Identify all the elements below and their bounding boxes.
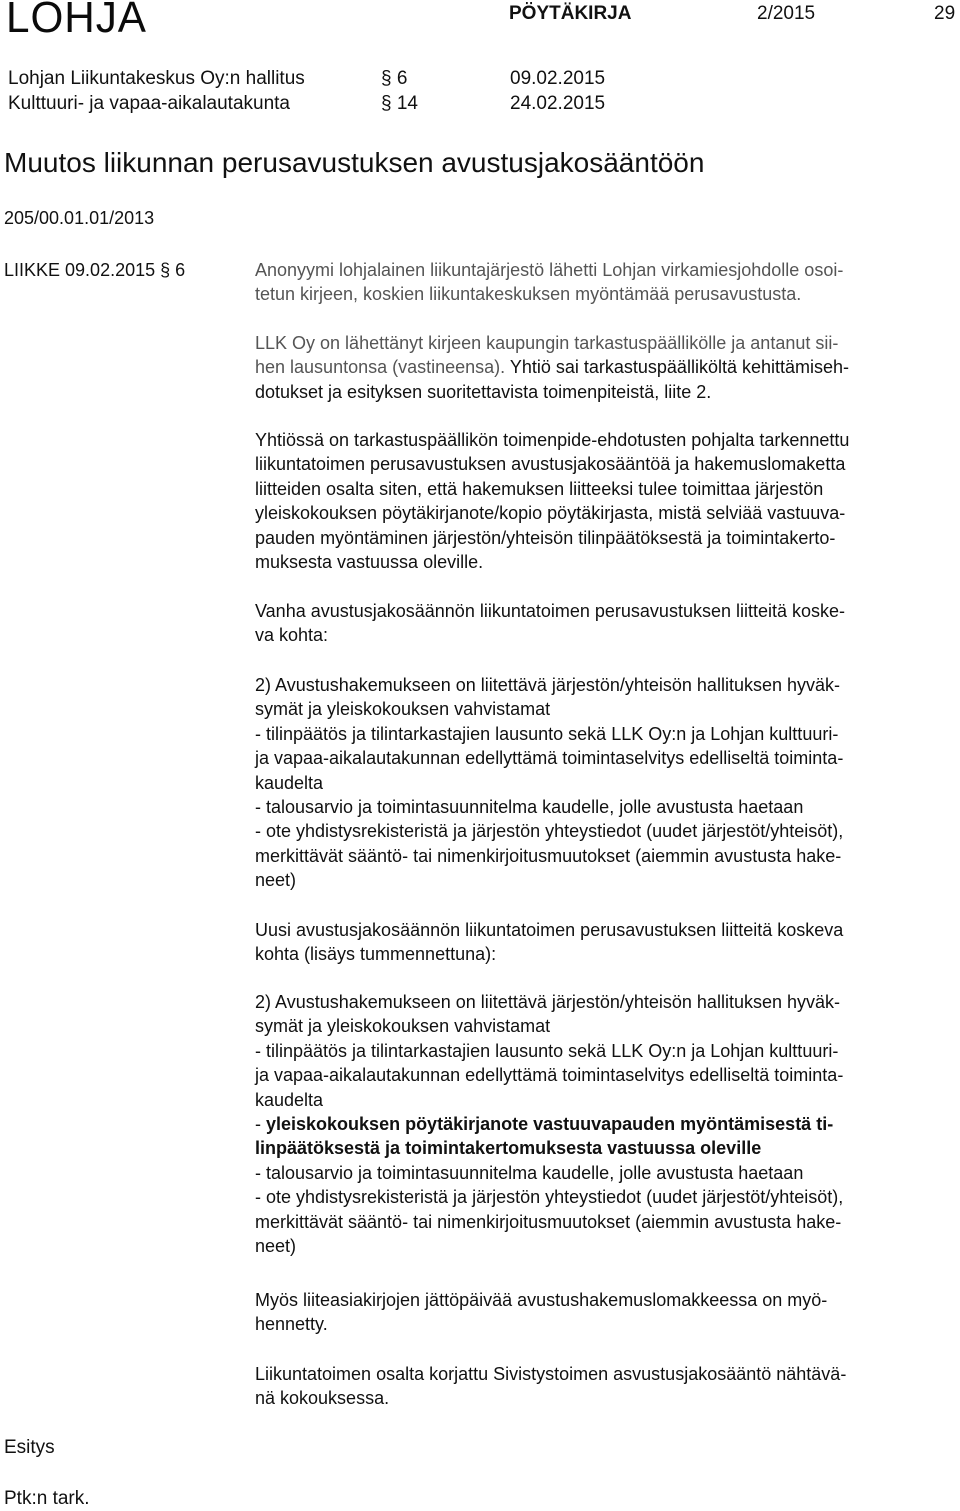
text-line: kaudelta (255, 772, 324, 793)
paragraph-1 (255, 258, 960, 307)
text-line: hen lausuntonsa (vastineensa). (255, 357, 506, 378)
text-line: hennetty. (255, 1314, 328, 1335)
paragraph-4 (255, 599, 960, 648)
text-line: Uusi avustusjakosäännön liikuntatoimen perusavustuksen liitteitä koskeva (255, 920, 844, 940)
bold-addition: linpäätöksestä ja toimintakertomuksesta vastuussa oleville (255, 1138, 762, 1159)
text-line: Yhtiössä on tarkastuspäällikön toimenpide-ehdotusten pohjalta tarkennettu (255, 430, 850, 450)
liikke-reference: LIIKKE 09.02.2015 § 6 (4, 260, 186, 280)
meeting-body: Kulttuuri- ja vapaa-aikalautakunta (8, 93, 291, 114)
matter-title: Muutos liikunnan perusavustuksen avustusjakosääntöön (4, 147, 705, 178)
text-line: - talousarvio ja toimintasuunnitelma kaudelle, jolle avustusta haetaan (255, 797, 804, 818)
case-code: 205/00.01.01/2013 (4, 208, 155, 228)
esitys-label: Esitys (4, 1437, 55, 1458)
page-number: 29 (934, 3, 956, 24)
text-line: tetun kirjeen, koskien liikuntakeskuksen myöntämää perusavustusta. (255, 284, 802, 305)
text-line: pauden myöntäminen järjestön/yhteisön tilinpäätöksestä ja toimintakerto- (255, 527, 836, 548)
text-line: nä kokouksessa. (255, 1388, 390, 1409)
text-line: ja vapaa-aikalautakunnan edellyttämä toimintaselvitys edelliseltä toiminta- (255, 748, 844, 769)
paragraph-7 (255, 990, 960, 1258)
text-line: va kohta: (255, 625, 329, 646)
paragraph-2 (255, 331, 960, 404)
organization-logo: LOHJA (6, 0, 147, 42)
paragraph-6 (255, 918, 960, 967)
text-line: LLK Oy on lähettänyt kirjeen kaupungin tarkastuspäällikölle ja antanut sii- (255, 333, 839, 353)
text-line: merkittävät sääntö- tai nimenkirjoitusmuutokset (aiemmin avustusta hake- (255, 1211, 842, 1232)
text-line: - ote yhdistysrekisteristä ja järjestön yhteystiedot (uudet järjestöt/yhteisöt), (255, 1187, 844, 1208)
meeting-date: 24.02.2015 (510, 93, 606, 114)
text-line: symät ja yleiskokouksen vahvistamat (255, 699, 551, 720)
document-number: 2/2015 (757, 3, 816, 24)
text-line: Yhtiö sai tarkastuspäälliköltä kehittämiseh- (505, 357, 850, 378)
meeting-date: 09.02.2015 (510, 68, 606, 89)
text-line: kohta (lisäys tummennettuna): (255, 944, 497, 965)
paragraph-5 (255, 673, 960, 893)
text-line: neet) (255, 1236, 297, 1257)
text-line: - talousarvio ja toimintasuunnitelma kaudelle, jolle avustusta haetaan (255, 1162, 804, 1183)
text-line: 2) Avustushakemukseen on liitettävä järjestön/yhteisön hallituksen hyväk- (255, 675, 840, 695)
bold-addition: yleiskokouksen pöytäkirjanote vastuuvapauden myöntämisestä ti- (266, 1114, 834, 1135)
document-type: PÖYTÄKIRJA (509, 3, 632, 24)
text-line: muksesta vastuussa oleville. (255, 552, 484, 573)
text-line: Liikuntatoimen osalta korjattu Sivistystoimen asvustusjakosääntö nähtävä- (255, 1364, 847, 1384)
paragraph-8 (255, 1288, 960, 1337)
text-line: liitteiden osalta siten, että hakemuksen liitteeksi tulee toimittaa järjestön (255, 478, 824, 499)
text-line: yleiskokouksen pöytäkirjanote/kopio pöytäkirjasta, mistä selviää vastuuva- (255, 503, 846, 524)
text-line: - (255, 1114, 266, 1135)
text-line: dotukset ja esityksen suoritettavista toimenpiteistä, liite 2. (255, 381, 712, 402)
text-line: merkittävät sääntö- tai nimenkirjoitusmuutokset (aiemmin avustusta hake- (255, 845, 842, 866)
text-line: neet) (255, 870, 297, 891)
text-line: 2) Avustushakemukseen on liitettävä järjestön/yhteisön hallituksen hyväk- (255, 992, 840, 1012)
text-line: Anonyymi lohjalainen liikuntajärjestö lähetti Lohjan virkamiesjohdolle osoi- (255, 260, 844, 280)
text-line: - tilinpäätös ja tilintarkastajien lausunto sekä LLK Oy:n ja Lohjan kulttuuri- (255, 1040, 839, 1061)
meeting-section: § 6 (381, 68, 408, 89)
text-line: ja vapaa-aikalautakunnan edellyttämä toimintaselvitys edelliseltä toiminta- (255, 1065, 844, 1086)
paragraph-3 (255, 428, 960, 574)
text-line: Vanha avustusjakosäännön liikuntatoimen perusavustuksen liitteitä koske- (255, 601, 846, 621)
text-line: liikuntatoimen perusavustuksen avustusjakosääntöä ja hakemuslomaketta (255, 454, 846, 475)
text-line: Myös liiteasiakirjojen jättöpäivää avustushakemuslomakkeessa on myö- (255, 1290, 828, 1310)
meeting-section: § 14 (381, 93, 418, 114)
text-line: symät ja yleiskokouksen vahvistamat (255, 1016, 551, 1037)
paragraph-9 (255, 1362, 960, 1411)
text-line: kaudelta (255, 1089, 324, 1110)
minutes-checker-label: Ptk:n tark. (4, 1488, 90, 1509)
meeting-body: Lohjan Liikuntakeskus Oy:n hallitus (8, 68, 305, 89)
text-line: - ote yhdistysrekisteristä ja järjestön yhteystiedot (uudet järjestöt/yhteisöt), (255, 821, 844, 842)
text-line: - tilinpäätös ja tilintarkastajien lausunto sekä LLK Oy:n ja Lohjan kulttuuri- (255, 723, 839, 744)
